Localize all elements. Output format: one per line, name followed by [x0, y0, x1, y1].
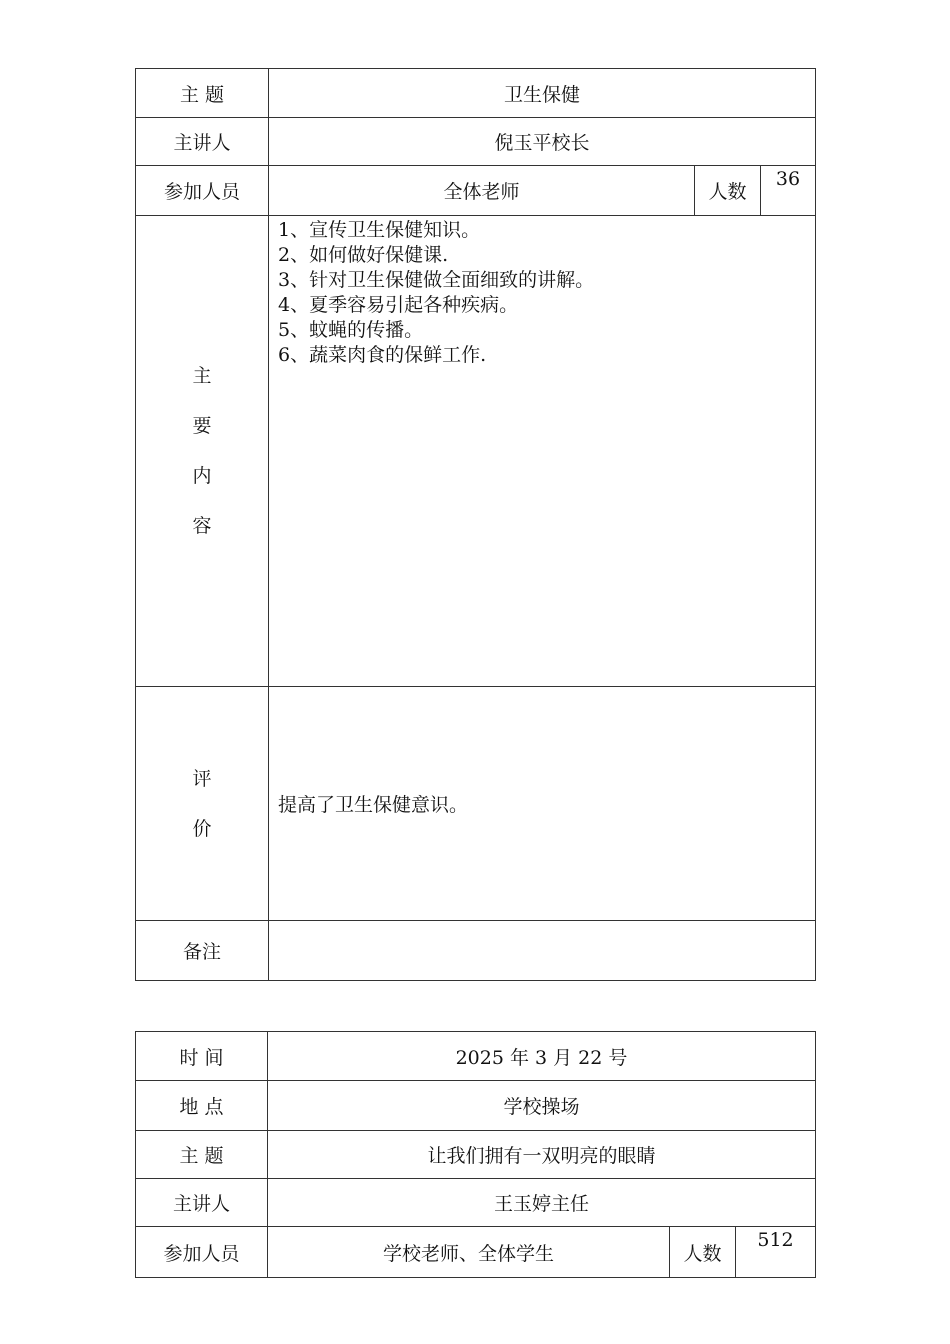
attendees-label: 参加人员 [136, 1227, 268, 1278]
topic-label: 主 题 [136, 69, 269, 118]
content-label-char: 主 [192, 365, 212, 387]
count-label: 人数 [670, 1227, 736, 1278]
evaluation-label [136, 687, 269, 921]
count-value: 512 [736, 1227, 816, 1278]
speaker-label: 主讲人 [136, 1179, 268, 1227]
content-label [136, 216, 269, 687]
speaker-value: 王玉婷主任 [268, 1179, 816, 1227]
content-line: 6、蔬菜肉食的保鲜工作. [278, 344, 487, 366]
remarks-value [269, 921, 816, 981]
evaluation-label-char: 评 [192, 767, 212, 790]
content-line: 4、夏季容易引起各种疾病。 [278, 294, 519, 316]
content-line: 1、宣传卫生保健知识。 [278, 219, 481, 241]
time-label: 时 间 [136, 1032, 268, 1081]
topic-label: 主 题 [136, 1131, 268, 1179]
remarks-row [136, 921, 816, 981]
activity-record-table-1 [135, 68, 816, 981]
evaluation-label-char: 价 [192, 817, 212, 840]
remarks-label: 备注 [136, 921, 269, 981]
content-line: 2、如何做好保健课. [278, 244, 449, 266]
speaker-value: 倪玉平校长 [269, 118, 816, 166]
activity-record-table-2 [135, 1031, 816, 1278]
attendees-label: 参加人员 [136, 166, 269, 216]
count-label: 人数 [695, 166, 761, 216]
attendees-value: 学校老师、全体学生 [268, 1227, 670, 1278]
time-value: 2025 年 3 月 22 号 [268, 1032, 816, 1081]
speaker-row [136, 118, 816, 166]
place-label: 地 点 [136, 1081, 268, 1131]
content-label-char: 容 [192, 515, 212, 537]
topic-value: 卫生保健 [269, 69, 816, 118]
time-row [136, 1032, 816, 1081]
attendees-row [136, 166, 816, 216]
topic-row [136, 1131, 816, 1179]
content-label-char: 内 [192, 465, 212, 487]
content-label-char: 要 [192, 415, 212, 437]
topic-value: 让我们拥有一双明亮的眼睛 [268, 1131, 816, 1179]
speaker-label: 主讲人 [136, 118, 269, 166]
content-line: 5、蚊蝇的传播。 [278, 319, 424, 341]
place-value: 学校操场 [268, 1081, 816, 1131]
place-row [136, 1081, 816, 1131]
evaluation-row [136, 687, 816, 921]
speaker-row [136, 1179, 816, 1227]
content-line: 3、针对卫生保健做全面细致的讲解。 [278, 269, 595, 291]
content-list [269, 216, 816, 687]
topic-row [136, 69, 816, 118]
count-value: 36 [761, 166, 816, 216]
content-row [136, 216, 816, 687]
evaluation-value: 提高了卫生保健意识。 [269, 687, 816, 921]
attendees-value: 全体老师 [269, 166, 695, 216]
attendees-row [136, 1227, 816, 1278]
